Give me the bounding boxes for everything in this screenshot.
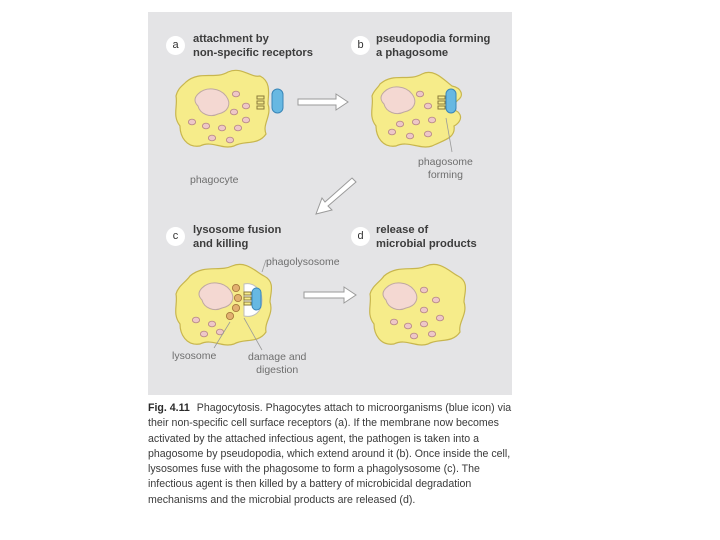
step-d-letter: d [351, 227, 370, 246]
microbe-a [272, 89, 283, 113]
phagocyte-cell-a [176, 70, 283, 147]
label-phagosome-forming: phagosome forming [418, 156, 473, 181]
step-b-letter: b [351, 36, 370, 55]
label-phagolysosome: phagolysosome [266, 256, 340, 268]
microbe-c [252, 288, 261, 310]
arrow-c-to-d [304, 287, 356, 303]
label-lysosome: lysosome [172, 350, 217, 362]
step-c-letter: c [166, 227, 185, 246]
receptors-a [257, 96, 264, 109]
arrow-a-to-b [298, 94, 348, 110]
step-b-title: pseudopodia forming a phagosome [376, 33, 491, 59]
label-phagocyte: phagocyte [190, 174, 239, 186]
phagocyte-cell-b [372, 72, 462, 152]
phagocyte-cell-d [370, 264, 466, 345]
caption-text: Phagocytosis. Phagocytes attach to microorganisms (blue icon) via their non-specific cell surface receptors (a). If the membrane now becomes activated by the attached infectious agent, the pathogen is taken into a phagosome by pseudopodia, which extend around it (b). Once inside the cell, lysosomes fuse with the phagosome to form a phagolysosome (c). The infectious agent is then killed by a battery of microbicidal degradation mechanisms and the microbial products are released (d). [148, 402, 512, 506]
figure-number: Fig. 4.11 [148, 402, 190, 414]
receptors-b [438, 96, 445, 109]
step-a-letter: a [166, 36, 185, 55]
phagocyte-cell-c [176, 260, 272, 350]
label-damage-digestion: damage and digestion [248, 351, 307, 376]
step-a-title: attachment by non-specific receptors [193, 33, 313, 59]
arrow-b-to-c [316, 178, 356, 214]
step-c-title: lysosome fusion and killing [193, 224, 282, 250]
receptors-c [244, 292, 251, 305]
step-d-title: release of microbial products [376, 224, 477, 250]
figure-caption [148, 401, 518, 508]
microbe-b [446, 89, 456, 113]
